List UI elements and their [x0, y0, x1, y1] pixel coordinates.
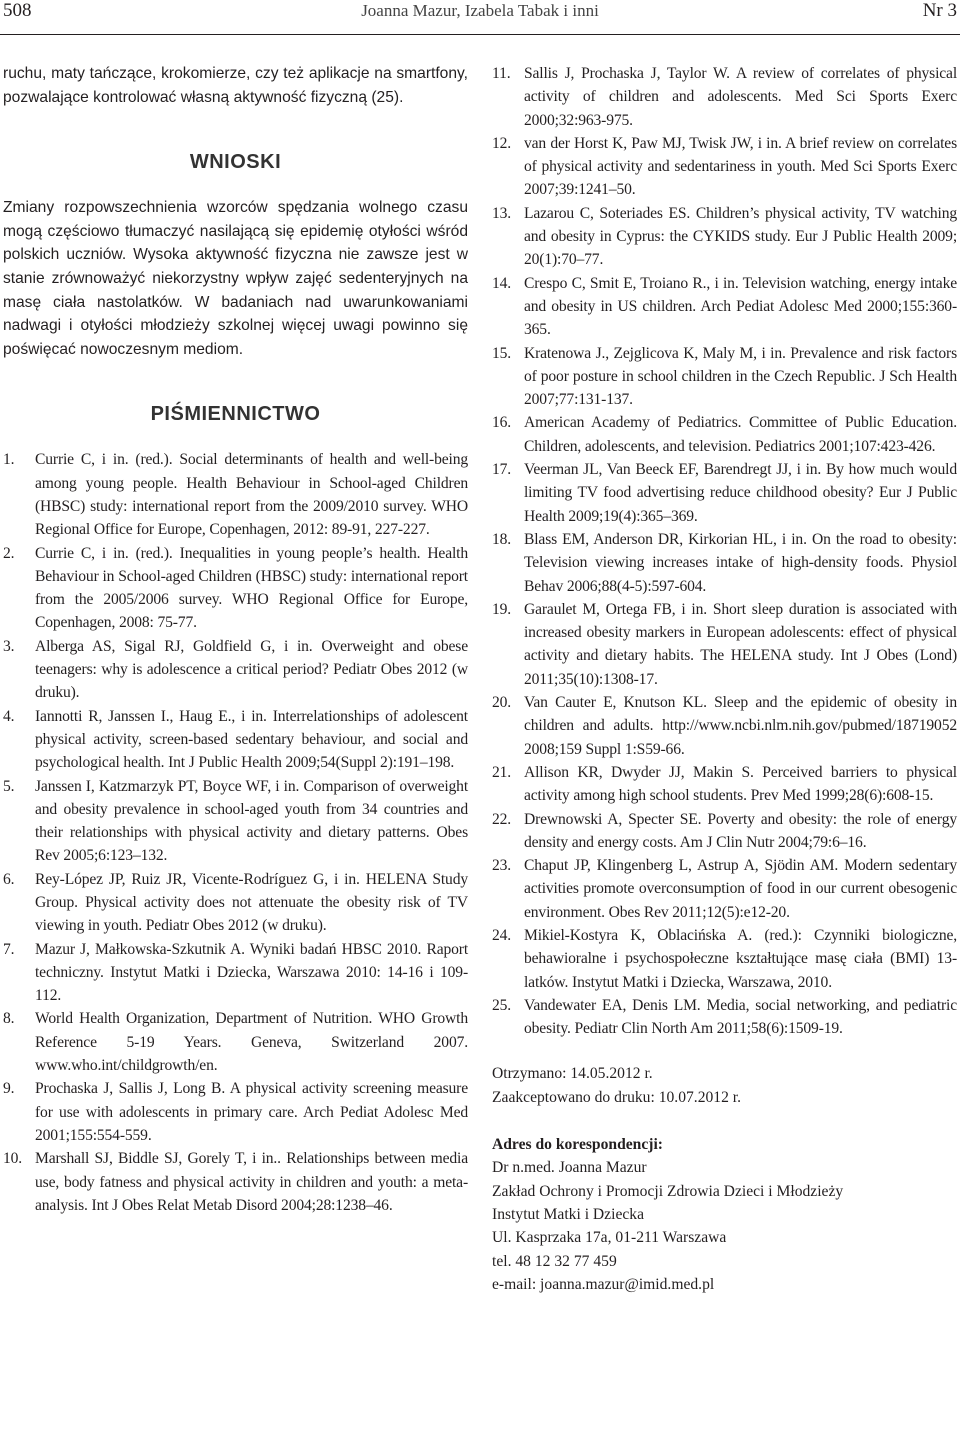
reference-text: Vandewater EA, Denis LM. Media, social networking, and pediatric obesity. Pediatr Clin North Am 2011;58(6):1509-19. [524, 996, 957, 1038]
running-header-authors: Joanna Mazur, Izabela Tabak i inni [361, 1, 599, 20]
reference-item [492, 202, 957, 272]
accepted-date: Zaakceptowano do druku: 10.07.2012 r. [492, 1088, 742, 1106]
reference-number: 7. [3, 940, 15, 958]
received-date: Otrzymano: 14.05.2012 r. [492, 1065, 653, 1083]
reference-number: 4. [3, 707, 15, 725]
reference-text: Marshall SJ, Biddle SJ, Gorely T, i in.. Relationships between media use, body fatness and physical activity in children and youth: a meta-analysis. Int J Obes Relat Metab Disord 2004;28:1238–46. [35, 1150, 468, 1214]
running-header [0, 0, 960, 36]
reference-text: Van Cauter E, Knutson KL. Sleep and the epidemic of obesity in children and adults. http://www.ncbi.nlm.nih.gov/pubmed/18719052 2008;159 Suppl 1:S59-66. [524, 694, 957, 758]
reference-text: Currie C, i in. (red.). Inequalities in young people’s health. Health Behaviour in School-aged Children (HBSC) study: international report from the 2005/2006 survey. WHO Regional Office for Europe, Copenhagen, 2008: 75-77. [35, 544, 468, 632]
reference-number: 13. [492, 204, 512, 222]
reference-text: van der Horst K, Paw MJ, Twisk JW, i in. A brief review on correlates of physical activity and sedentariness in youth. Med Sci Sports Exerc 2007;39:1241–50. [524, 134, 957, 199]
reference-item [3, 635, 468, 705]
reference-item [492, 598, 957, 691]
reference-text: Chaput JP, Klingenberg L, Astrup A, Sjödin AM. Modern sedentary activities promote overconsumption of food in our current obesogenic environment. Obes Rev 2011;12(5):e12-20. [524, 857, 957, 921]
reference-list-right [492, 62, 957, 1040]
reference-item [492, 854, 957, 924]
reference-text: Crespo C, Smit E, Troiano R., i in. Television watching, energy intake and obesity in US children. Arch Pediat Adolesc Med 2000;155:360-365. [524, 274, 957, 339]
reference-item [3, 1007, 468, 1077]
reference-number: 23. [492, 857, 512, 875]
reference-text: Kratenowa J., Zejglicova K, Maly M, i in. Prevalence and risk factors of poor posture in school children in the Czech Republic. J Sch Health 2007;77:131-137. [524, 344, 957, 409]
correspondence-address [492, 1133, 957, 1296]
conclusions-heading: WNIOSKI [189, 151, 282, 174]
correspondence-name: Dr n.med. Joanna Mazur [492, 1159, 647, 1177]
reference-text: Blass EM, Anderson DR, Kirkorian HL, i in. On the road to obesity: Television viewing increases intake of high-density foods. Physiol Behav 2006;88(4-5):597-604. [524, 530, 957, 595]
correspondence-email: e-mail: joanna.mazur@imid.med.pl [492, 1275, 715, 1293]
reference-item [492, 411, 957, 458]
reference-item [492, 761, 957, 808]
reference-item [3, 448, 468, 541]
reference-item [3, 868, 468, 938]
reference-item [3, 1077, 468, 1147]
reference-text: Veerman JL, Van Beeck EF, Barendregt JJ, i in. By how much would limiting TV food advertising reduce childhood obesity? Eur J Public Health 2009;19(4):365–369. [524, 461, 957, 525]
correspondence-phone: tel. 48 12 32 77 459 [492, 1252, 617, 1270]
reference-item [3, 705, 468, 775]
reference-text: American Academy of Pediatrics. Committee of Public Education. Children, adolescents, and television. Pediatrics 2001;107:423-426. [524, 414, 957, 455]
reference-number: 22. [492, 810, 512, 828]
reference-number: 3. [3, 637, 15, 655]
reference-text: World Health Organization, Department of Nutrition. WHO Growth Reference 5-19 Years. Geneva, Switzerland 2007. www.who.int/childgrowth/en. [35, 1010, 468, 1075]
reference-number: 15. [492, 344, 512, 362]
reference-number: 11. [492, 65, 511, 82]
reference-text: Mikiel-Kostyra K, Oblacińska A. (red.): Czynniki biologiczne, behawioralne i psychospołeczne kształtujące masę ciała (BMI) 13-latków. Instytut Matki i Dziecka, Warszawa, 2010. [524, 926, 957, 991]
reference-number: 2. [3, 544, 15, 562]
reference-item [3, 938, 468, 1008]
reference-number: 10. [3, 1150, 23, 1168]
reference-item [492, 808, 957, 855]
reference-text: Alberga AS, Sigal RJ, Goldfield G, i in. Overweight and obese teenagers: why is adolescence a critical period? Pediatr Obes 2012 (w druku). [35, 637, 468, 702]
reference-number: 25. [492, 996, 512, 1014]
reference-item [492, 342, 957, 412]
reference-item [492, 994, 957, 1041]
reference-number: 6. [3, 870, 15, 888]
reference-item [492, 528, 957, 598]
reference-number: 1. [3, 451, 15, 469]
correspondence-title: Adres do korespondencji: [492, 1136, 663, 1154]
reference-text: Mazur J, Małkowska-Szkutnik A. Wyniki badań HBSC 2010. Raport techniczny. Instytut Matki i Dziecka, Warszawa 2010: 14-16 i 109-112. [35, 940, 468, 1005]
reference-number: 5. [3, 777, 15, 795]
reference-text: Sallis J, Prochaska J, Taylor W. A review of correlates of physical activity of children and adolescents. Med Sci Sports Exerc 2000;32:963-975. [524, 65, 957, 129]
reference-number: 14. [492, 274, 512, 292]
reference-text: Iannotti R, Janssen I., Haug E., i in. Interrelationships of adolescent physical activity, screen-based sedentary behaviour, and social and psychological health. Int J Public Health 2009;54(Suppl 2):191–198. [35, 707, 468, 772]
page-number: 508 [3, 0, 32, 21]
reference-list-left [3, 448, 468, 1217]
submission-dates [492, 1062, 957, 1109]
reference-text: Garaulet M, Ortega FB, i in. Short sleep duration is associated with increased obesity markers in European adolescents: effect of physical activity and dietary habits. The HELENA study. Int J Obes (Lond) 2011;35(10):1308-17. [524, 600, 957, 688]
header-rule [0, 34, 960, 35]
reference-number: 9. [3, 1080, 15, 1098]
reference-number: 19. [492, 600, 512, 618]
reference-item [492, 458, 957, 528]
reference-text: Lazarou C, Soteriades ES. Children’s physical activity, TV watching and obesity in Cyprus: the CYKIDS study. Eur J Public Health 2009; 20(1):70–77. [524, 204, 957, 269]
reference-item [492, 924, 957, 994]
reference-item [3, 775, 468, 868]
conclusions-paragraph: Zmiany rozpowszechnienia wzorców spędzania wolnego czasu mogą częściowo tłumaczyć nasilającą się epidemię otyłości wśród polskich uczniów. Wysoka aktywność fizyczna nie zawsze jest w stanie zrównoważyć niekorzystny wpływ zajęć sedenteryjnych na masę ciała nastolatków. W badaniach nad uwarunkowaniami nadwagi i otyłości młodzieży szkolnej więcej uwagi powinno się poświęcać nowoczesnym mediom. [3, 199, 468, 358]
reference-number: 21. [492, 763, 512, 781]
reference-text: Janssen I, Katzmarzyk PT, Boyce WF, i in. Comparison of overweight and obesity prevalence in school-aged youth from 34 countries and their relationships with physical activity and dietary patterns. Obes Rev 2005;6:123–132. [35, 777, 468, 865]
correspondence-street: Ul. Kasprzaka 17a, 01-211 Warszawa [492, 1229, 727, 1247]
issue-number: Nr 3 [922, 0, 957, 21]
reference-item [492, 272, 957, 342]
references-heading: PIŚMIENNICTWO [150, 403, 321, 426]
right-column [492, 62, 957, 1296]
intro-paragraph: ruchu, maty tańczące, krokomierze, czy też aplikacje na smartfony, pozwalające kontrolować własną aktywność fizyczną (25). [3, 65, 468, 106]
reference-item [3, 1147, 468, 1217]
reference-number: 20. [492, 694, 512, 712]
reference-number: 24. [492, 926, 512, 944]
reference-text: Allison KR, Dwyder JJ, Makin S. Perceived barriers to physical activity among high school students. Prev Med 1999;28(6):608-15. [524, 763, 957, 805]
reference-item [492, 691, 957, 761]
reference-number: 12. [492, 134, 512, 152]
reference-item [492, 62, 957, 132]
left-column [3, 62, 468, 1217]
reference-item [492, 132, 957, 202]
reference-text: Currie C, i in. (red.). Social determinants of health and well-being among young people. Health Behaviour in School-aged Children (HBSC) study: international report from the 2009/2010 survey. WHO Regional Office for Europe, Copenhagen, 2012: 89-91, 227-227. [35, 451, 468, 539]
reference-text: Rey-López JP, Ruiz JR, Vicente-Rodríguez G, i in. HELENA Study Group. Physical activity does not attenuate the obesity risk of TV viewing in youth. Pediatr Obes 2012 (w druku). [35, 870, 468, 935]
correspondence-department: Zakład Ochrony i Promocji Zdrowia Dzieci i Młodzieży [492, 1182, 844, 1200]
reference-number: 17. [492, 461, 512, 479]
reference-number: 8. [3, 1010, 15, 1028]
reference-text: Prochaska J, Sallis J, Long B. A physical activity screening measure for use with adolescents in primary care. Arch Pediat Adolesc Med 2001;155:554-559. [35, 1080, 468, 1144]
reference-item [3, 542, 468, 635]
reference-text: Drewnowski A, Specter SE. Poverty and obesity: the role of energy density and energy costs. Am J Clin Nutr 2004;79:6–16. [524, 810, 957, 851]
reference-number: 18. [492, 530, 512, 548]
reference-number: 16. [492, 414, 512, 432]
correspondence-institute: Instytut Matki i Dziecka [492, 1205, 645, 1223]
